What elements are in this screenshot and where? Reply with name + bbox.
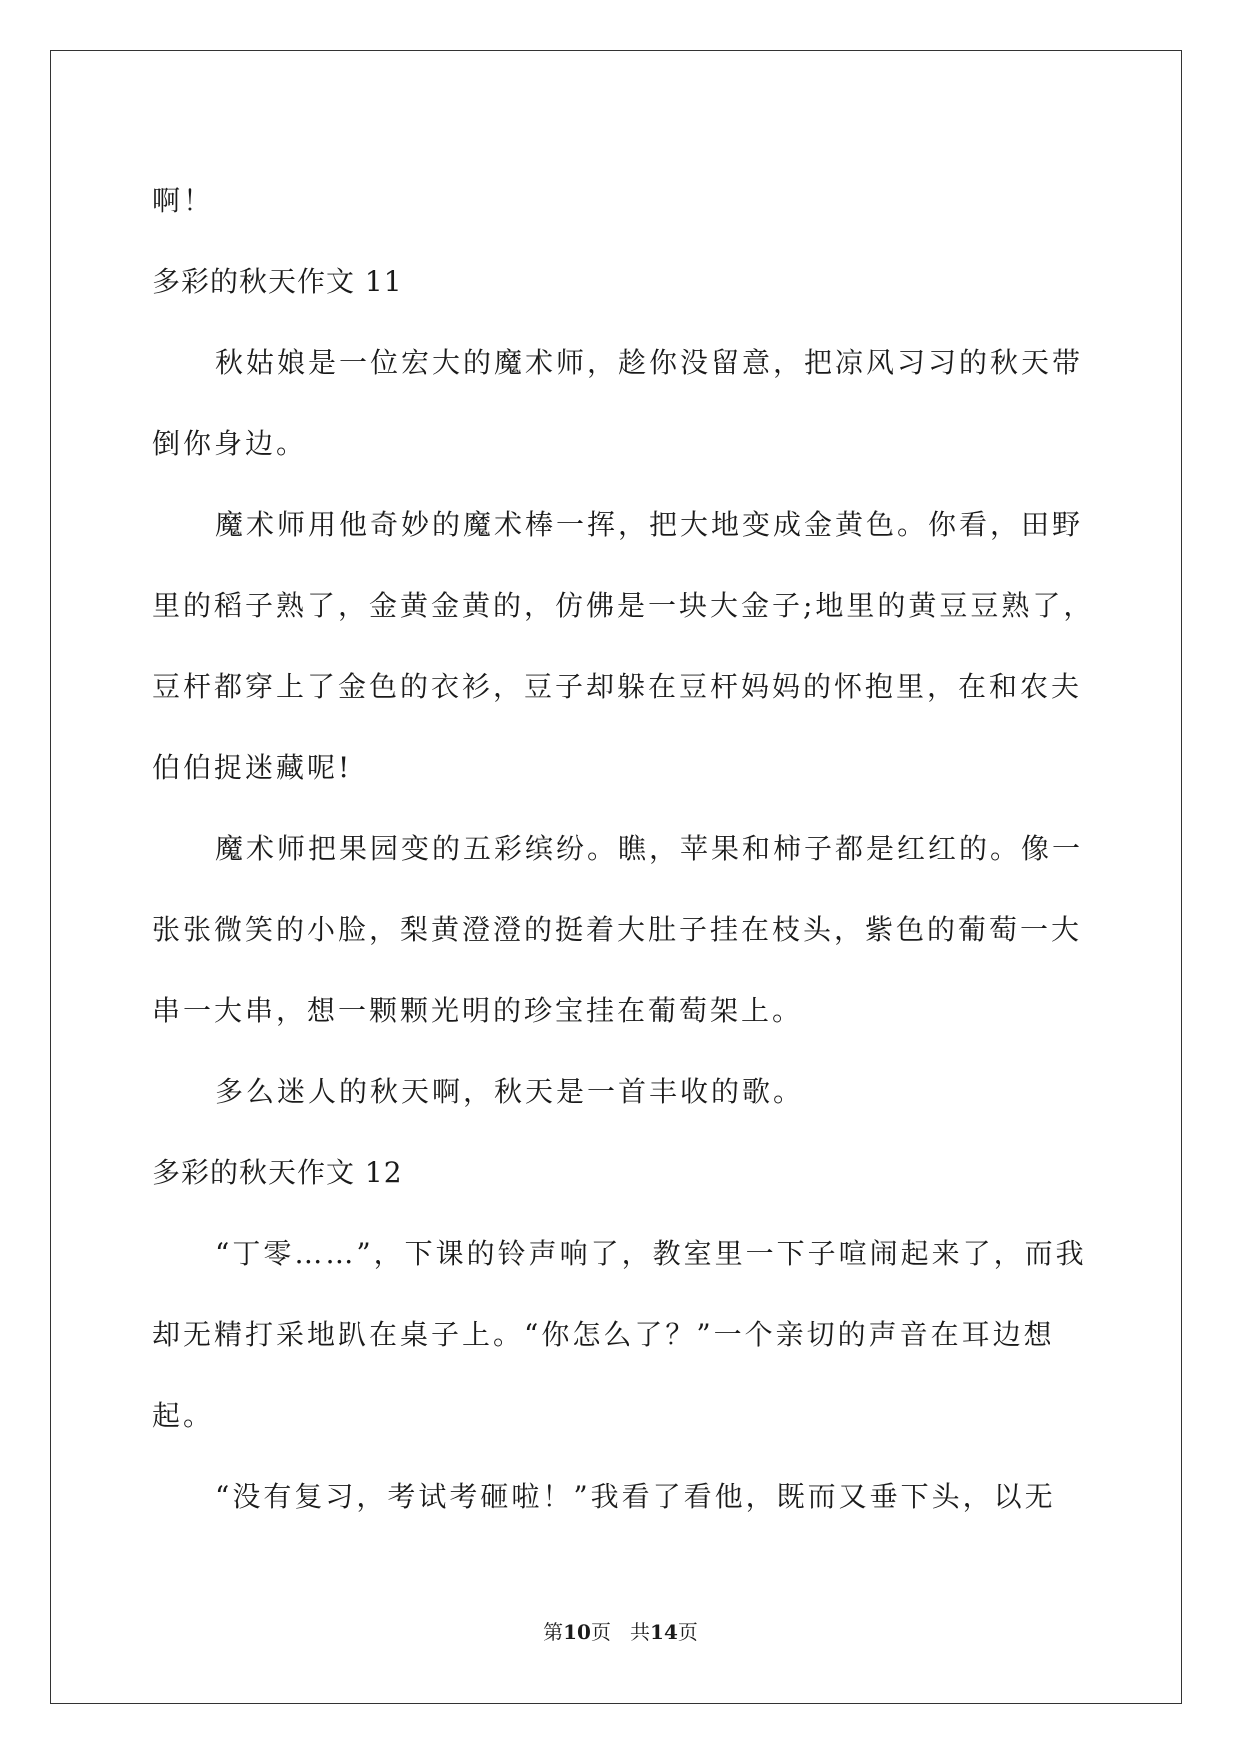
paragraph-line: 多么迷人的秋天啊，秋天是一首丰收的歌。 (215, 1075, 805, 1108)
paragraph-line: 起。 (152, 1399, 215, 1432)
footer-page-number: 10 (563, 1620, 591, 1644)
paragraph-line: 里的稻子熟了，金黄金黄的，仿佛是一块大金子;地里的黄豆豆熟了， (152, 589, 1095, 622)
paragraph-line: 张张微笑的小脸，梨黄澄澄的挺着大肚子挂在枝头，紫色的葡萄一大 (152, 913, 1083, 946)
paragraph-line: 啊！ (152, 184, 215, 217)
paragraph-line: 伯伯捉迷藏呢! (152, 751, 353, 784)
footer-middle: 页 共 (590, 1620, 651, 1644)
paragraph-line: 却无精打采地趴在桌子上。“你怎么了？”一个亲切的声音在耳边想 (152, 1318, 1055, 1351)
paragraph-line: “没有复习，考试考砸啦！”我看了看他，既而又垂下头，以无 (215, 1480, 1056, 1513)
section-heading: 多彩的秋天作文 11 (152, 265, 403, 298)
page-footer (0, 1616, 1241, 1645)
paragraph-line: “丁零……”，下课的铃声响了，教室里一下子喧闹起来了，而我 (215, 1237, 1087, 1270)
section-heading: 多彩的秋天作文 12 (152, 1156, 403, 1189)
paragraph-line: 豆杆都穿上了金色的衣衫，豆子却躲在豆杆妈妈的怀抱里，在和农夫 (152, 670, 1083, 703)
paragraph-line: 秋姑娘是一位宏大的魔术师，趁你没留意，把凉风习习的秋天带 (215, 346, 1084, 379)
paragraph-line: 串一大串，想一颗颗光明的珍宝挂在葡萄架上。 (152, 994, 804, 1027)
footer-total-pages: 14 (650, 1620, 678, 1644)
document-body (152, 160, 1095, 1537)
paragraph-line: 倒你身边。 (152, 427, 308, 460)
paragraph-line: 魔术师用他奇妙的魔术棒一挥，把大地变成金黄色。你看，田野 (215, 508, 1084, 541)
paragraph-line: 魔术师把果园变的五彩缤纷。瞧，苹果和柿子都是红红的。像一 (215, 832, 1084, 865)
footer-prefix: 第 (543, 1620, 564, 1644)
footer-suffix: 页 (677, 1620, 698, 1644)
